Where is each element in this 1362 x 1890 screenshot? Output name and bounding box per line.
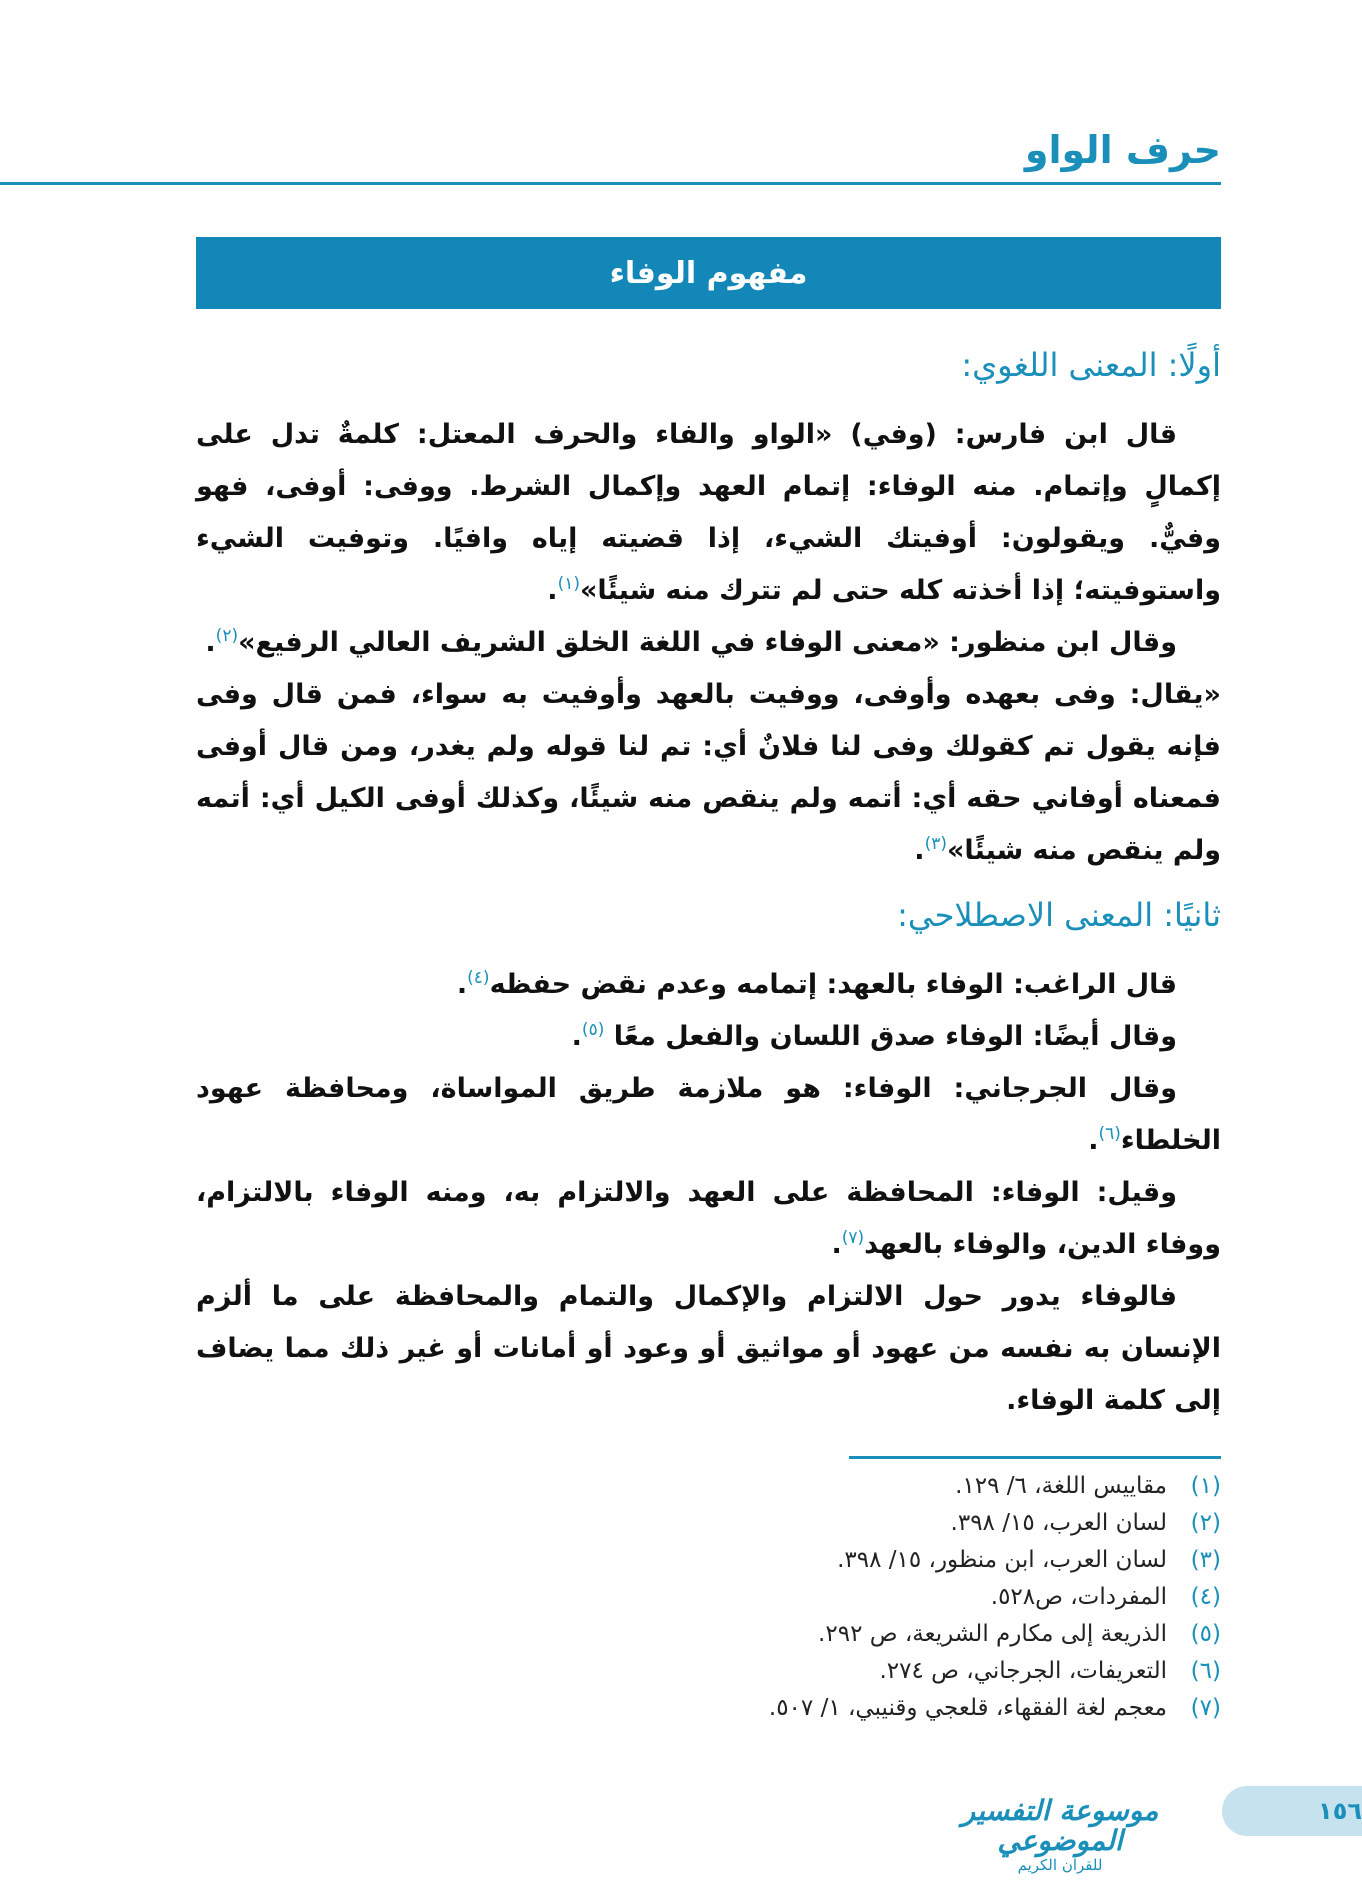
footnote-number: (١): [1190, 1473, 1221, 1499]
title-band: [196, 237, 1221, 309]
header-rule: [0, 182, 1221, 185]
footnote-number: (٤): [1190, 1584, 1221, 1610]
footnote-ref[interactable]: (٣): [924, 834, 947, 854]
paragraph-text: «يقال: وفى بعهده وأوفى، ووفيت بالعهد وأوفيت به سواء، فمن قال وفى فإنه يقول تم كقولك وفى لنا فلانٌ أي: تم لنا قوله ولم يغدر، ومن قال أوفى فمعناه أوفاني حقه أي: أتمه ولم ينقص منه شيئًا، وكذلك أوفى الكيل أي: أتمه ولم ينقص منه شيئًا»: [196, 679, 1221, 866]
paragraph-text: وقيل: الوفاء: المحافظة على العهد والالتزام به، ومنه الوفاء بالالتزام، ووفاء الدين، والوفاء بالعهد: [196, 1177, 1221, 1260]
series-subtitle: للقرآن الكريم: [1017, 1856, 1103, 1874]
paragraph-raghib-also: وقال أيضًا: الوفاء صدق اللسان والفعل معًا $^{(٥)}$.: [571, 1020, 1177, 1052]
paragraph-text: وقال الجرجاني: الوفاء: هو ملازمة طريق المواساة، ومحافظة عهود الخلطاء: [196, 1073, 1221, 1156]
paragraph-quote: «يقال: وفى بعهده وأوفى، ووفيت بالعهد وأوفيت به سواء، فمن قال وفى فإنه يقول تم كقولك وفى لنا فلانٌ أي: تم لنا قوله ولم يغدر، ومن قال أوفى فمعناه أوفاني حقه أي: أتمه ولم ينقص منه شيئًا، وكذلك أوفى الكيل أي: أتمه ولم ينقص منه شيئًا»$^{(٣)}$.: [196, 679, 1221, 866]
footnote-item: [196, 1616, 1221, 1653]
footnote-text: المفردات، ص٥٢٨.: [990, 1584, 1167, 1610]
footnote-number: (٧): [1190, 1695, 1221, 1721]
paragraph-text: وقال ابن منظور: «معنى الوفاء في اللغة الخلق الشريف العالي الرفيع»: [238, 627, 1177, 658]
series-title: موسوعة التفسير الموضوعي: [961, 1794, 1159, 1857]
footnote-rule: [849, 1456, 1221, 1459]
footnote-ref[interactable]: (٦): [1098, 1124, 1121, 1144]
footnote-ref[interactable]: (٤): [467, 968, 490, 988]
footnote-text: معجم لغة الفقهاء، قلعجي وقنيبي، ١/ ٥٠٧.: [768, 1695, 1167, 1721]
section-heading-linguistic: أولًا: المعنى اللغوي:: [961, 346, 1221, 384]
footnote-ref[interactable]: (٢): [215, 626, 239, 646]
footnote-item: [196, 1579, 1221, 1616]
paragraph-text: قال ابن فارس: (وفي) «الواو والفاء والحرف المعتل: كلمةٌ تدل على إكمالٍ وإتمام. منه الوفاء: إتمام العهد وإكمال الشرط. ووفى: أوفى، فهو وفيٌّ. ويقولون: أوفيتك الشيء، إذا قضيته إياه وافيًا. وتوفيت الشيء واستوفيته؛ إذا أخذته كله حتى لم تترك منه شيئًا»: [196, 419, 1221, 606]
footnote-text: الذريعة إلى مكارم الشريعة، ص ٢٩٢.: [818, 1621, 1167, 1647]
footnote-number: (٦): [1190, 1658, 1221, 1684]
series-logo: [930, 1796, 1190, 1874]
footnote-text: لسان العرب، ابن منظور، ١٥/ ٣٩٨.: [837, 1547, 1167, 1573]
page-number: ١٥٦: [1318, 1797, 1362, 1825]
footnote-list: [196, 1468, 1221, 1727]
paragraph-raghib: قال الراغب: الوفاء بالعهد: إتمامه وعدم نقض حفظه$^{(٤)}$.: [456, 968, 1177, 1000]
running-head: حرف الواو: [1024, 128, 1221, 172]
footnote-item: [196, 1542, 1221, 1579]
footnote-text: مقاييس اللغة، ٦/ ١٢٩.: [955, 1473, 1167, 1499]
paragraph-ibn-faris: قال ابن فارس: (وفي) «الواو والفاء والحرف المعتل: كلمةٌ تدل على إكمالٍ وإتمام. منه الوفاء: إتمام العهد وإكمال الشرط. ووفى: أوفى، فهو وفيٌّ. ويقولون: أوفيتك الشيء، إذا قضيته إياه وافيًا. وتوفيت الشيء واستوفيته؛ إذا أخذته كله حتى لم تترك منه شيئًا»$^{(١)}$.: [196, 419, 1221, 606]
footnote-number: (٥): [1190, 1621, 1221, 1647]
footnote-item: [196, 1505, 1221, 1542]
paragraph-jurjani: وقال الجرجاني: الوفاء: هو ملازمة طريق المواساة، ومحافظة عهود الخلطاء$^{(٦)}$.: [196, 1073, 1221, 1156]
section-heading-technical: ثانيًا: المعنى الاصطلاحي:: [897, 896, 1221, 934]
footnote-item: [196, 1653, 1221, 1690]
page-number-badge: [1222, 1786, 1362, 1836]
footnote-ref[interactable]: (٧): [841, 1228, 865, 1248]
footnote-text: التعريفات، الجرجاني، ص ٢٧٤.: [879, 1658, 1167, 1684]
footnote-item: [196, 1690, 1221, 1727]
paragraph-summary: فالوفاء يدور حول الالتزام والإكمال والتمام والمحافظة على ما ألزم الإنسان به نفسه من عهود أو مواثيق أو وعود أو أمانات أو غير ذلك مما يضاف إلى كلمة الوفاء.: [196, 1281, 1221, 1416]
footnote-ref[interactable]: (١): [557, 574, 580, 594]
paragraph-ibn-manzur: وقال ابن منظور: «معنى الوفاء في اللغة الخلق الشريف العالي الرفيع»$^{(٢)}$.: [205, 626, 1177, 658]
paragraph-text: قال الراغب: الوفاء بالعهد: إتمامه وعدم نقض حفظه: [489, 969, 1177, 1000]
footnote-text: لسان العرب، ١٥/ ٣٩٨.: [950, 1510, 1167, 1536]
paragraph-text: وقال أيضًا: الوفاء صدق اللسان والفعل معًا: [613, 1021, 1177, 1052]
footnote-item: [196, 1468, 1221, 1505]
footnote-ref[interactable]: (٥): [581, 1020, 605, 1040]
page-title: مفهوم الوفاء: [609, 255, 808, 291]
main-content: [196, 335, 1221, 1427]
paragraph-qila: وقيل: الوفاء: المحافظة على العهد والالتزام به، ومنه الوفاء بالالتزام، ووفاء الدين، والوفاء بالعهد$^{(٧)}$.: [196, 1177, 1221, 1260]
footnote-number: (٢): [1190, 1510, 1221, 1536]
footnote-number: (٣): [1190, 1547, 1221, 1573]
